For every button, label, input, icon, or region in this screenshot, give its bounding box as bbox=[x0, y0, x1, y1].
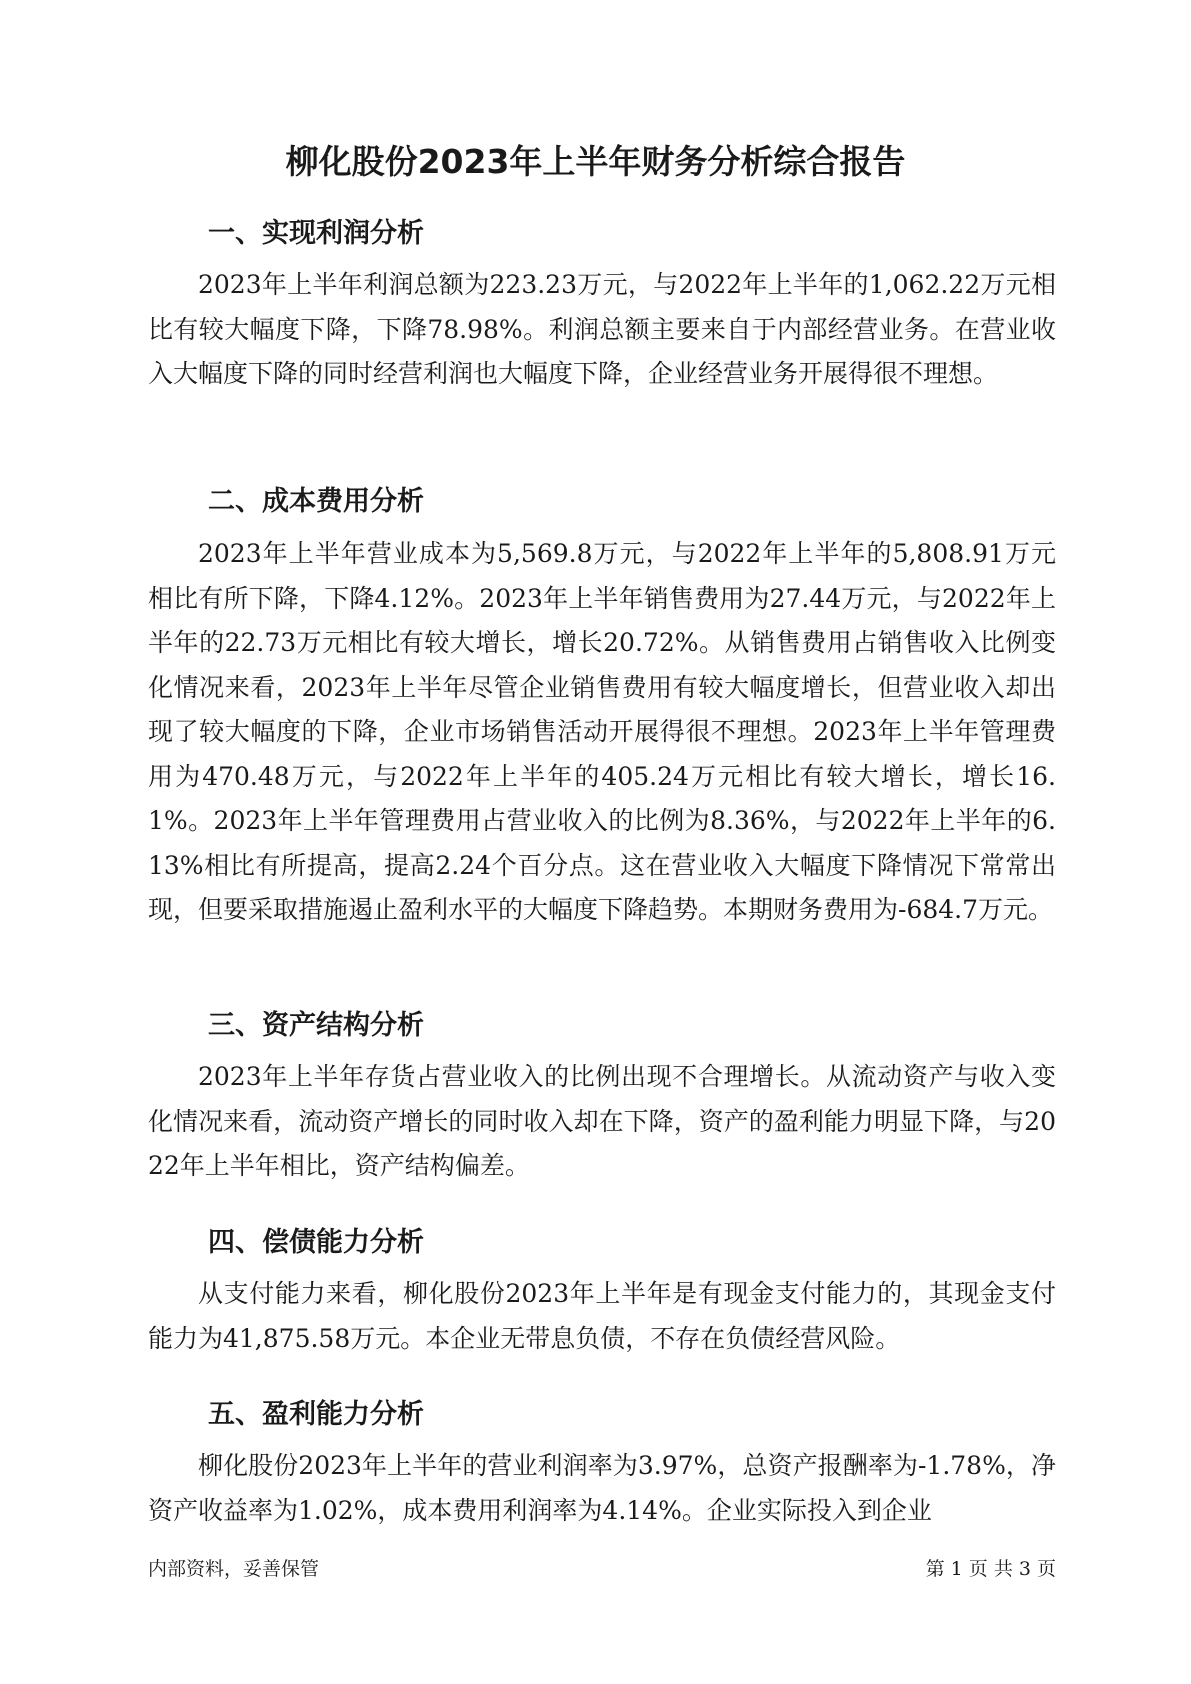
section-paragraph-solvency: 从支付能力来看，柳化股份2023年上半年是有现金支付能力的，其现金支付能力为41,875.58万元。本企业无带息负债，不存在负债经营风险。 bbox=[148, 1279, 1056, 1353]
section-paragraph-cost: 2023年上半年营业成本为5,569.8万元，与2022年上半年的5,808.91万元相比有所下降，下降4.12%。2023年上半年销售费用为27.44万元，与2022年上半年的22.73万元相比有较大增长，增长20.72%。从销售费用占销售收入比例变化情况来看，2023年上半年尽管企业销售费用有较大幅度增长，但营业收入却出现了较大幅度的下降，企业市场销售活动开展得很不理想。2023年上半年管理费用为470.48万元，与2022年上半年的405.24万元相比有较大增长，增长16.1%。2023年上半年管理费用占营业收入的比例为8.36%，与2022年上半年的6.13%相比有所提高，提高2.24个百分点。这在营业收入大幅度下降情况下常常出现，但要采取措施遏止盈利水平的大幅度下降趋势。本期财务费用为-684.7万元。 bbox=[148, 539, 1056, 924]
footer-page-number: 第 1 页 共 3 页 bbox=[925, 1558, 1056, 1580]
section-paragraph-profit: 2023年上半年利润总额为223.23万元，与2022年上半年的1,062.22万元相比有较大幅度下降，下降78.98%。利润总额主要来自于内部经营业务。在营业收入大幅度下降的同时经营利润也大幅度下降，企业经营业务开展得很不理想。 bbox=[148, 270, 1056, 388]
report-title: 柳化股份2023年上半年财务分析综合报告 bbox=[285, 142, 906, 181]
section-paragraph-profitability: 柳化股份2023年上半年的营业利润率为3.97%，总资产报酬率为-1.78%，净资产收益率为1.02%，成本费用利润率为4.14%。企业实际投入到企业 bbox=[148, 1451, 1056, 1525]
section-heading-solvency: 四、偿债能力分析 bbox=[208, 1227, 424, 1258]
section-heading-profit: 一、实现利润分析 bbox=[208, 218, 424, 249]
section-heading-cost: 二、成本费用分析 bbox=[208, 486, 424, 517]
footer-confidential-note: 内部资料，妥善保管 bbox=[148, 1558, 320, 1580]
section-paragraph-assets: 2023年上半年存货占营业收入的比例出现不合理增长。从流动资产与收入变化情况来看，流动资产增长的同时收入却在下降，资产的盈利能力明显下降，与2022年上半年相比，资产结构偏差。 bbox=[148, 1062, 1056, 1180]
section-heading-assets: 三、资产结构分析 bbox=[208, 1010, 424, 1041]
section-heading-profitability: 五、盈利能力分析 bbox=[208, 1399, 424, 1430]
